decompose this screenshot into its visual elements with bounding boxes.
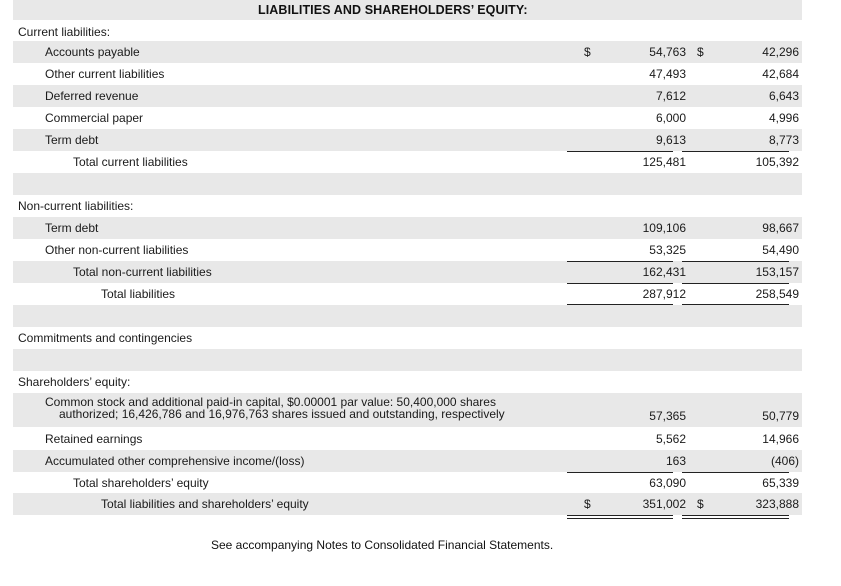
table-row — [13, 428, 802, 450]
value-prior-year: 54,490 — [762, 243, 799, 257]
section-heading-equity — [13, 371, 802, 393]
total-row — [13, 283, 802, 305]
value-current-year: 53,325 — [649, 243, 686, 257]
value-prior-year: 14,966 — [762, 432, 799, 446]
section-heading-noncurrent — [13, 195, 802, 217]
table-row — [13, 129, 802, 151]
row-label — [45, 396, 585, 420]
page-title: LIABILITIES AND SHAREHOLDERS’ EQUITY: — [258, 3, 528, 17]
value-prior-year: 258,549 — [755, 287, 799, 301]
value-current-year: 287,912 — [642, 287, 686, 301]
total-row — [13, 472, 802, 494]
value-prior-year: 323,888 — [755, 497, 799, 511]
spacer-row — [13, 305, 802, 327]
value-prior-year: 42,296 — [762, 45, 799, 59]
row-label: Total liabilities — [101, 287, 176, 301]
value-prior-year: 153,157 — [755, 265, 799, 279]
table-row — [13, 393, 802, 427]
table-row — [13, 107, 802, 129]
value-prior-year: (406) — [770, 454, 799, 468]
grand-total-row — [13, 493, 802, 515]
row-label: Other current liabilities — [45, 67, 165, 81]
value-current-year: 163 — [665, 454, 686, 468]
common-stock-line1: Common stock and additional paid-in capital, $0.00001 par value: 50,400,000 shares — [45, 395, 496, 409]
section-heading-current — [13, 21, 802, 43]
value-prior-year: 6,643 — [768, 89, 799, 103]
row-label: Commitments and contingencies — [18, 331, 193, 345]
table-row — [13, 450, 802, 472]
row-label: Other non-current liabilities — [45, 243, 189, 257]
value-prior-year: 65,339 — [762, 476, 799, 490]
row-label: Total liabilities and shareholders’ equity — [101, 497, 309, 511]
row-label: Term debt — [45, 221, 99, 235]
currency-symbol: $ — [697, 497, 704, 511]
row-label: Deferred revenue — [45, 89, 139, 103]
grand-total-double-rule — [682, 515, 789, 519]
row-label: Total non-current liabilities — [73, 265, 212, 279]
row-label: Commercial paper — [45, 111, 144, 125]
value-prior-year: 4,996 — [768, 111, 799, 125]
value-prior-year: 8,773 — [768, 133, 799, 147]
value-current-year: 63,090 — [649, 476, 686, 490]
row-label: Term debt — [45, 133, 99, 147]
subtotal-rule — [567, 261, 673, 262]
row-label: Total current liabilities — [73, 155, 188, 169]
value-prior-year: 98,667 — [762, 221, 799, 235]
value-current-year: 6,000 — [655, 111, 686, 125]
commitments-row — [13, 327, 802, 349]
equity-heading: Shareholders’ equity: — [18, 375, 131, 389]
value-current-year: 9,613 — [655, 133, 686, 147]
subtotal-rule — [682, 261, 789, 262]
spacer-row — [13, 173, 802, 195]
value-prior-year: 50,779 — [762, 409, 799, 423]
spacer-row — [13, 349, 802, 371]
value-current-year: 57,365 — [649, 409, 686, 423]
value-current-year: 47,493 — [649, 67, 686, 81]
value-prior-year: 105,392 — [755, 155, 799, 169]
total-row — [13, 261, 802, 283]
table-row — [13, 63, 802, 85]
value-prior-year: 42,684 — [762, 67, 799, 81]
grand-total-double-rule — [567, 515, 673, 519]
row-label: Accounts payable — [45, 45, 140, 59]
value-current-year: 5,562 — [655, 432, 686, 446]
value-current-year: 7,612 — [655, 89, 686, 103]
row-label: Accumulated other comprehensive income/(loss) — [45, 454, 305, 468]
table-row — [13, 239, 802, 261]
currency-symbol: $ — [584, 497, 591, 511]
value-current-year: 109,106 — [642, 221, 686, 235]
currency-symbol: $ — [584, 45, 591, 59]
common-stock-line2: authorized; 16,426,786 and 16,976,763 shares issued and outstanding, respectively — [59, 407, 505, 421]
value-current-year: 162,431 — [642, 265, 686, 279]
table-row — [13, 41, 802, 63]
total-row — [13, 151, 802, 173]
value-current-year: 125,481 — [642, 155, 686, 169]
current-liabilities-heading: Current liabilities: — [18, 25, 111, 39]
table-row — [13, 85, 802, 107]
noncurrent-liabilities-heading: Non-current liabilities: — [18, 199, 134, 213]
value-current-year: 54,763 — [649, 45, 686, 59]
footnote: See accompanying Notes to Consolidated Financial Statements. — [211, 538, 554, 552]
value-current-year: 351,002 — [642, 497, 686, 511]
row-label: Retained earnings — [45, 432, 143, 446]
row-label: Total shareholders’ equity — [73, 476, 209, 490]
table-row — [13, 217, 802, 239]
currency-symbol: $ — [697, 45, 704, 59]
